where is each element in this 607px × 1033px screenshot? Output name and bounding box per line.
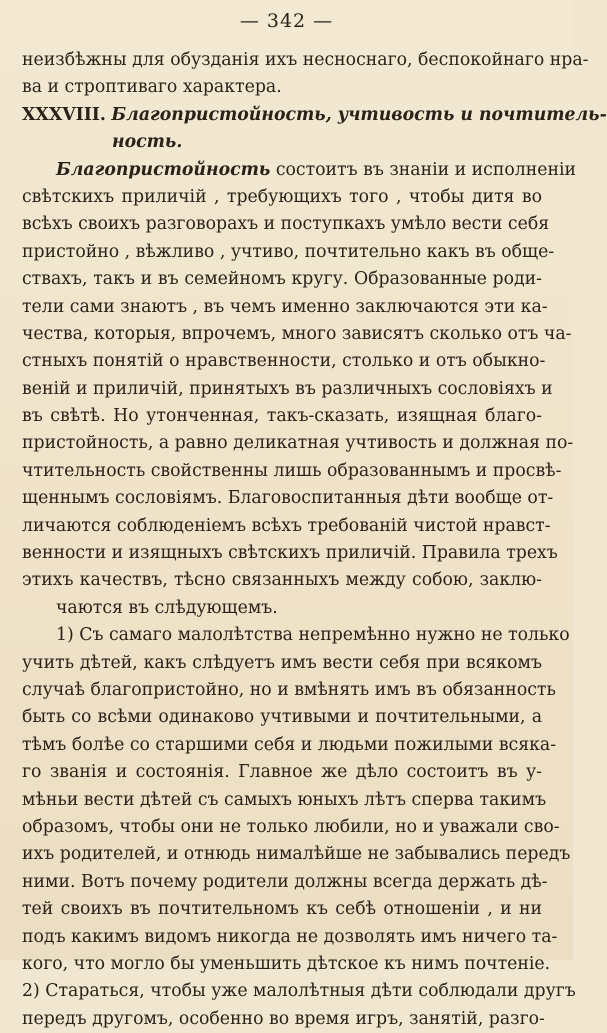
text-line: кого, что могло бы уменьшить дѣтское къ нимъ почтеніе. — [22, 953, 551, 974]
text-line: чаются въ слѣдующемъ. — [56, 597, 278, 618]
text-line: ствахъ, такъ и въ семейномъ кругу. Образованные роди- — [22, 269, 542, 290]
text-line: 1) Съ самаго малолѣтства непремѣнно нужно не только — [56, 625, 570, 646]
text-line: тели сами знаютъ , въ чемъ именно заключаются эти ка- — [22, 296, 548, 317]
text-line: подъ какимъ видомъ никогда не дозволять имъ ничего та- — [22, 926, 558, 947]
emphasized-term: Благопристойность — [56, 159, 271, 180]
page-number: — 342 — — [239, 10, 334, 32]
text-line: тѣмъ болѣе со старшими себя и людьми пожилыми всяка- — [22, 734, 557, 755]
text-line: учить дѣтей, какъ слѣдуетъ имъ вести себя при всякомъ — [22, 652, 542, 673]
text-line: ва и строптиваго характера. — [22, 77, 282, 98]
text-line: передъ другомъ, особенно во время игръ, занятій, разго- — [22, 1008, 545, 1029]
text-line: 2) Стараться, чтобы уже малолѣтныя дѣти соблюдали другъ — [22, 981, 576, 1002]
text-line: венности и изящныхъ свѣтскихъ приличій. Правила трехъ — [22, 543, 558, 564]
text-line: личаются соблюденіемъ всѣхъ требованій чистой нравст- — [22, 515, 551, 536]
section-number: XXXVIII. — [22, 104, 106, 125]
text-line: го званія и состоянія. Главное же дѣло состоитъ въ у- — [22, 762, 542, 783]
text-line: этихъ качествъ, тѣсно связанныхъ между собою, заклю- — [22, 570, 542, 591]
text-line: неизбѣжны для обузданія ихъ несноснаго, беспокойнаго нра- — [22, 50, 589, 70]
text-line: щеннымъ сословіямъ. Благовоспитанныя дѣти вообще от- — [22, 488, 554, 509]
text-line: веній и приличій, принятыхъ въ различныхъ сословіяхъ и — [22, 378, 553, 399]
text-line: мѣньи вести дѣтей съ самыхъ юныхъ лѣтъ сперва такимъ — [22, 789, 547, 810]
text-line: въ свѣтѣ. Но утонченная, такъ-сказать, изящная благо- — [22, 406, 542, 427]
text-fragment: состоитъ въ знаніи и исполненіи — [275, 159, 577, 180]
text-line: тей своихъ въ почтительномъ къ себѣ отношеніи , и ни — [22, 899, 542, 920]
section-heading — [22, 102, 607, 129]
text-line: чтительность свойственны лишь образованнымъ и просвѣ- — [22, 460, 562, 481]
text-line: ихъ родителей, и отнюдь нималѣйше не забывались передъ — [22, 844, 571, 865]
section-title-continued: ность. — [112, 132, 183, 153]
text-line: случаѣ благопристойно, но и вмѣнять имъ въ обязанность — [22, 679, 556, 700]
text-line: ними. Вотъ почему родители должны всегда держать дѣ- — [22, 871, 548, 892]
text-line: быть со всѣми одинаково учтивыми и почтительными, а — [22, 707, 542, 728]
text-line: всѣхъ своихъ разговорахъ и поступкахъ умѣло вести себя — [22, 214, 550, 235]
section-title: Благопристойность, учтивость и почтитель- — [111, 104, 607, 125]
text-line: пристойность, а равно деликатная учтивость и должная по- — [22, 433, 574, 454]
text-line — [22, 157, 577, 184]
text-line: чества, которыя, впрочемъ, много зависятъ сколько отъ ча- — [22, 323, 572, 344]
text-line: пристойно , вѣжливо , учтиво, почтительно какъ въ обще- — [22, 241, 555, 262]
text-line: стныхъ понятій о нравственности, столько и отъ обыкно- — [22, 351, 546, 372]
text-line: образомъ, чтобы они не только любили, но и уважали сво- — [22, 816, 560, 837]
text-line: свѣтскихъ приличій , требующихъ того , чтобы дитя во — [22, 186, 542, 207]
body-text — [22, 47, 607, 1033]
